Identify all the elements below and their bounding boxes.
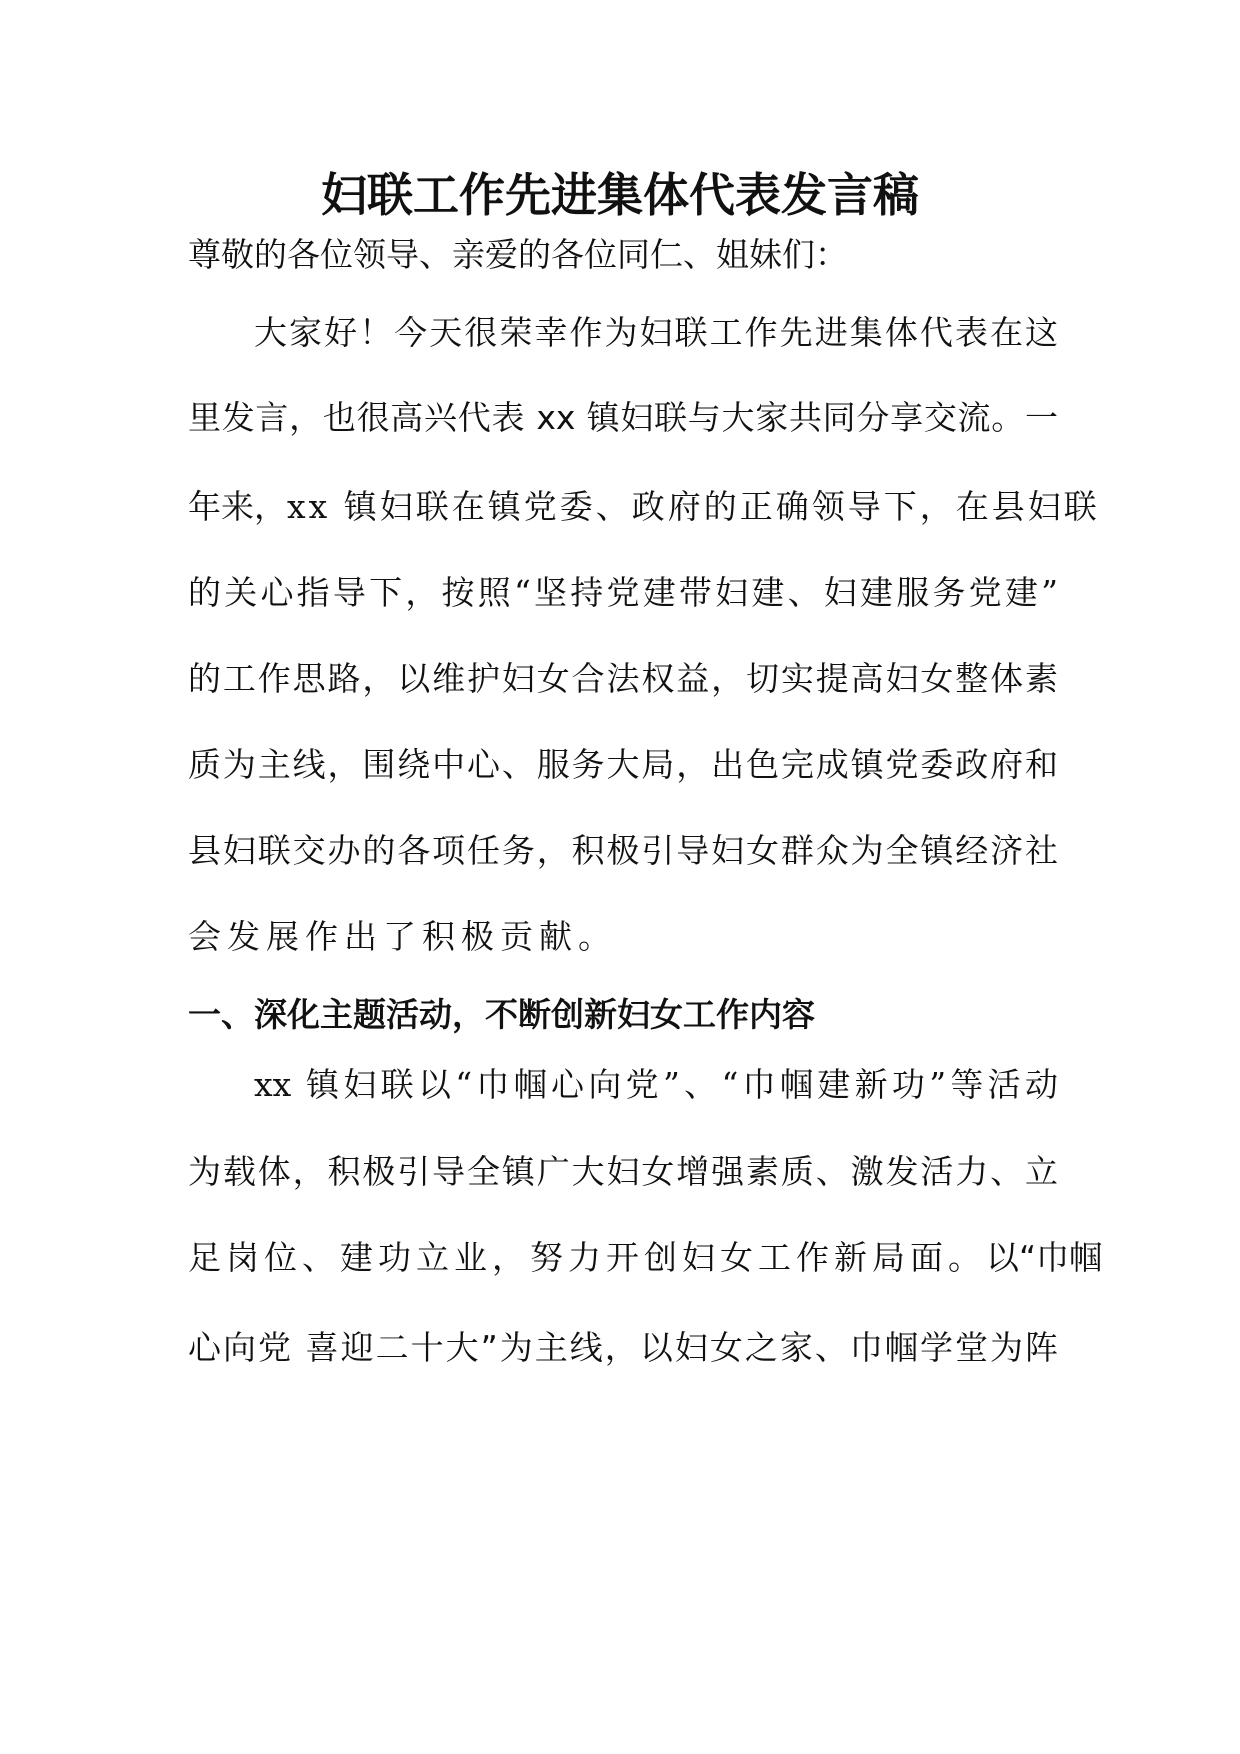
paragraph-line-segment: 足岗位、建功立业，努力开创妇女工作新局面。 <box>188 1238 986 1277</box>
paragraph-line: 里发言，也很高兴代表 xx 镇妇联与大家共同分享交流。一 <box>188 398 1058 437</box>
paragraph-line: 的工作思路，以维护妇女合法权益，切实提高妇女整体素 <box>188 659 1058 698</box>
paragraph-line: 的关心指导下，按照“坚持党建带妇建、妇建服务党建” <box>188 573 1058 612</box>
paragraph-line-segment: xx 镇妇联在镇党委、政府的正确领导下，在县妇联 <box>287 487 1100 526</box>
paragraph-line: 县妇联交办的各项任务，积极引导妇女群众为全镇经济社 <box>188 831 1058 870</box>
paragraph-line-segment: 年来， <box>188 487 287 526</box>
section-heading: 一、深化主题活动，不断创新妇女工作内容 <box>188 995 815 1034</box>
document-title: 妇联工作先进集体代表发言稿 <box>321 168 919 222</box>
paragraph-line: 大家好！今天很荣幸作为妇联工作先进集体代表在这 <box>254 313 1058 352</box>
paragraph-line: xx 镇妇联以“巾帼心向党”、“巾帼建新功”等活动 <box>254 1065 1058 1104</box>
paragraph-line-segment: 以“巾帼 <box>986 1238 1103 1277</box>
salutation: 尊敬的各位领导、亲爱的各位同仁、姐妹们： <box>188 235 848 274</box>
paragraph-line <box>188 1233 1103 1283</box>
paragraph-line: 心向党 喜迎二十大”为主线，以妇女之家、巾帼学堂为阵 <box>188 1328 1058 1367</box>
paragraph-line: 质为主线，围绕中心、服务大局，出色完成镇党委政府和 <box>188 745 1058 784</box>
paragraph-line: 为载体，积极引导全镇广大妇女增强素质、激发活力、立 <box>188 1152 1058 1191</box>
paragraph-line: 会发展作出了积极贡献。 <box>188 917 617 956</box>
paragraph-line <box>188 482 1100 532</box>
